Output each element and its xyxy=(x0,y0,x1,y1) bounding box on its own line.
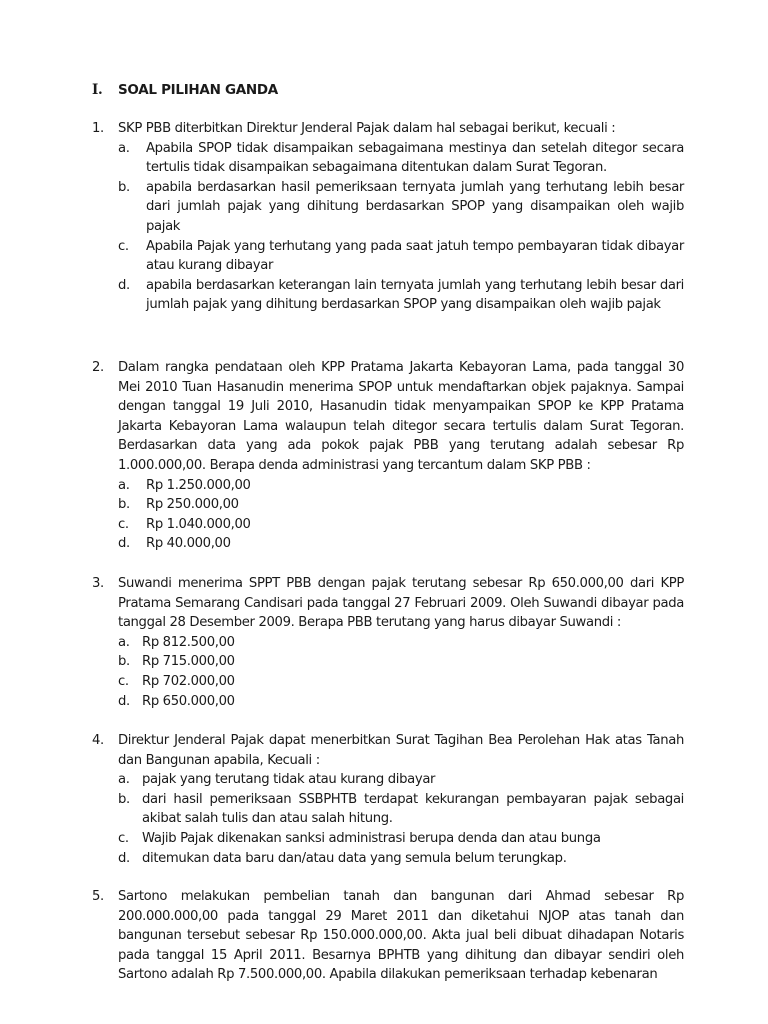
option-text: Rp 715.000,00 xyxy=(142,654,235,670)
option-text: Rp 702.000,00 xyxy=(142,673,235,689)
question-stem: Sartono melakukan pembelian tanah dan bangunan dari Ahmad sebesar Rp 200.000.000,00 pada tanggal 29 Maret 2011 dan diketahui NJOP atas tanah dan bangunan tersebut sebesar Rp 150.000.000,00. Akta jual beli dibuat dihadapan Notaris pada tanggal 15 April 2011. Besarnya BPHTB yang dihitung dan dibayar sendiri oleh Sartono adalah Rp 7.500.000,00. Apabila dilakukan pemeriksaan terhadap kebenaran xyxy=(118,889,684,983)
question-number: 2. xyxy=(92,360,104,375)
option-text: Apabila Pajak yang terhutang yang pada saat jatuh tempo pembayaran tidak dibayar atau kurang dibayar xyxy=(146,238,684,274)
option-b xyxy=(92,178,684,237)
option-text: dari hasil pemeriksaan SSBPHTB terdapat kekurangan pembayaran pajak sebagai akibat salah tulis dan atau salah hitung. xyxy=(142,791,684,827)
question-4 xyxy=(92,731,684,868)
option-a xyxy=(92,770,684,790)
question-1 xyxy=(92,119,684,315)
option-list xyxy=(92,633,684,711)
option-letter: d. xyxy=(118,536,130,552)
option-b xyxy=(92,652,684,672)
option-letter: b. xyxy=(118,179,130,195)
question-number: 1. xyxy=(92,121,104,136)
option-letter: d. xyxy=(118,277,130,293)
option-d xyxy=(92,534,684,554)
option-text: apabila berdasarkan hasil pemeriksaan ternyata jumlah yang terhutang lebih besar dari jumlah pajak yang dihitung berdasarkan SPOP yang disampaikan oleh wajib pajak xyxy=(146,179,684,234)
question-stem: Suwandi menerima SPPT PBB dengan pajak terutang sebesar Rp 650.000,00 dari KPP Pratama Semarang Candisari pada tanggal 27 Februari 2009. Oleh Suwandi dibayar pada tanggal 28 Desember 2009. Berapa PBB terutang yang harus dibayar Suwandi : xyxy=(118,576,684,631)
option-text: Rp 812.500,00 xyxy=(142,634,235,650)
section-heading xyxy=(92,82,278,98)
option-text: ditemukan data baru dan/atau data yang semula belum terungkap. xyxy=(142,850,567,866)
question-stem: Direktur Jenderal Pajak dapat menerbitkan Surat Tagihan Bea Perolehan Hak atas Tanah dan Bangunan apabila, Kecuali : xyxy=(118,733,684,768)
option-c xyxy=(92,672,684,692)
option-letter: b. xyxy=(118,654,130,670)
option-letter: b. xyxy=(118,497,130,513)
option-letter: a. xyxy=(118,477,130,493)
section-numeral: I. xyxy=(92,82,103,98)
option-letter: d. xyxy=(118,850,130,866)
option-d xyxy=(92,692,684,712)
option-text: Rp 250.000,00 xyxy=(146,497,239,513)
question-5 xyxy=(92,887,684,985)
option-a xyxy=(92,139,684,178)
question-number: 3. xyxy=(92,576,104,591)
question-2 xyxy=(92,358,684,554)
section-title: SOAL PILIHAN GANDA xyxy=(118,82,278,98)
question-3 xyxy=(92,574,684,711)
option-text: Rp 1.250.000,00 xyxy=(146,477,251,493)
option-a xyxy=(92,476,684,496)
option-b xyxy=(92,495,684,515)
option-b xyxy=(92,790,684,829)
option-c xyxy=(92,515,684,535)
option-text: pajak yang terutang tidak atau kurang dibayar xyxy=(142,772,436,788)
option-list xyxy=(92,139,684,315)
question-stem: SKP PBB diterbitkan Direktur Jenderal Pajak dalam hal sebagai berikut, kecuali : xyxy=(118,121,616,136)
option-text: apabila berdasarkan keterangan lain ternyata jumlah yang terhutang lebih besar dari jumlah pajak yang dihitung berdasarkan SPOP yang disampaikan oleh wajib pajak xyxy=(146,277,684,313)
option-list xyxy=(92,476,684,554)
option-text: Apabila SPOP tidak disampaikan sebagaimana mestinya dan setelah ditegor secara tertulis tidak disampaikan sebagaimana ditentukan dalam Surat Tegoran. xyxy=(146,140,684,176)
option-d xyxy=(92,276,684,315)
option-text: Wajib Pajak dikenakan sanksi administrasi berupa denda dan atau bunga xyxy=(142,830,601,846)
option-letter: a. xyxy=(118,634,130,650)
option-text: Rp 1.040.000,00 xyxy=(146,516,251,532)
option-letter: c. xyxy=(118,516,129,532)
option-c xyxy=(92,829,684,849)
option-text: Rp 650.000,00 xyxy=(142,693,235,709)
option-letter: a. xyxy=(118,140,130,156)
question-number: 5. xyxy=(92,889,104,904)
question-stem: Dalam rangka pendataan oleh KPP Pratama Jakarta Kebayoran Lama, pada tanggal 30 Mei 2010 Tuan Hasanudin menerima SPOP untuk mendaftarkan objek pajaknya. Sampai dengan tanggal 19 Juli 2010, Hasanudin tidak menyampaikan SPOP ke KPP Pratama Jakarta Kebayoran Lama walaupun telah ditegor secara tertulis dalam Surat Tegoran. Berdasarkan data yang ada pokok pajak PBB yang terutang adalah sebesar Rp 1.000.000,00. Berapa denda administrasi yang tercantum dalam SKP PBB : xyxy=(118,360,684,473)
option-a xyxy=(92,633,684,653)
option-d xyxy=(92,849,684,869)
option-letter: c. xyxy=(118,238,129,254)
option-list xyxy=(92,770,684,868)
option-letter: c. xyxy=(118,673,129,689)
option-c xyxy=(92,237,684,276)
option-text: Rp 40.000,00 xyxy=(146,536,231,552)
option-letter: d. xyxy=(118,693,130,709)
question-number: 4. xyxy=(92,733,104,748)
option-letter: a. xyxy=(118,772,130,788)
option-letter: c. xyxy=(118,830,129,846)
option-letter: b. xyxy=(118,791,130,807)
